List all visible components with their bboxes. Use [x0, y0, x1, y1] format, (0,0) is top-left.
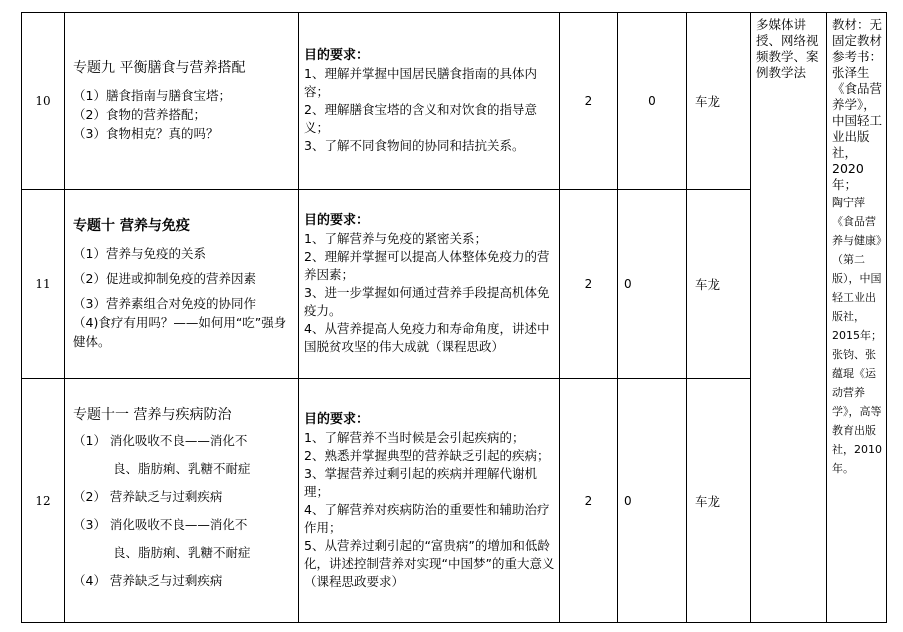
- topic-title: 专题十一 营养与疾病防治: [73, 407, 232, 423]
- topic-item: （3）营养素组合对免疫的协同作: [73, 296, 256, 311]
- requirement-item: 3、掌握营养过剩引起的疾病并理解代谢机理；: [304, 465, 537, 499]
- topic-item: 良、脂肪痢、乳糖不耐症: [113, 461, 251, 476]
- requirements-heading: 目的要求：: [304, 213, 370, 228]
- topic-item: （1） 消化吸收不良——消化不: [73, 433, 248, 448]
- syllabus-table: [21, 12, 887, 623]
- requirement-item: 3、进一步掌握如何通过营养手段提高机体免疫力。: [304, 285, 550, 318]
- teacher: 车龙: [687, 379, 751, 623]
- teacher: 车龙: [687, 13, 751, 190]
- teacher: 车龙: [687, 190, 751, 379]
- requirements-heading: 目的要求：: [304, 48, 370, 63]
- requirement-item: 2、理解膳食宝塔的含义和对饮食的指导意义；: [304, 102, 537, 135]
- requirement-item: 1、了解营养不当时候是会引起疾病的；: [304, 429, 525, 445]
- row-number: 11: [22, 190, 65, 379]
- table-row: [22, 13, 887, 190]
- row-number: 12: [22, 379, 65, 623]
- topic-item: （2） 营养缺乏与过剩疾病: [73, 489, 223, 504]
- requirement-item: 1、理解并掌握中国居民膳食指南的具体内容；: [304, 66, 537, 99]
- requirement-item: 2、熟悉并掌握典型的营养缺乏引起的疾病；: [304, 447, 550, 463]
- practice-hours: 0: [618, 379, 687, 623]
- lecture-hours: 2: [560, 13, 618, 190]
- requirements-cell: [299, 379, 560, 623]
- topic-item: （4） 营养缺乏与过剩疾病: [73, 573, 223, 588]
- lecture-hours: 2: [560, 379, 618, 623]
- topic-item: （2）促进或抑制免疫的营养因素: [73, 271, 256, 286]
- topic-item: （4)食疗有用吗？——如何用“吃”强身健体。: [73, 315, 287, 349]
- requirements-cell: [299, 190, 560, 379]
- requirement-item: 1、了解营养与免疫的紧密关系；: [304, 231, 487, 246]
- topic-item: （1）膳食指南与膳食宝塔；: [73, 88, 231, 103]
- requirement-item: 5、从营养过剩引起的“富贵病”的增加和低龄化，讲述控制营养对实现“中国梦”的重大意义（课程思政要求）: [304, 537, 555, 589]
- requirement-item: 4、了解营养对疾病防治的重要性和辅助治疗作用；: [304, 501, 550, 535]
- practice-hours: 0: [618, 190, 687, 379]
- requirement-item: 4、从营养提高人免疫力和寿命角度，讲述中国脱贫攻坚的伟大成就（课程思政）: [304, 321, 550, 354]
- row-number: 10: [22, 13, 65, 190]
- topic-item: （1）营养与免疫的关系: [73, 246, 206, 261]
- topic-title: 专题十 营养与免疫: [73, 218, 190, 234]
- topic-item: （3） 消化吸收不良——消化不: [73, 517, 248, 532]
- requirement-item: 3、了解不同食物间的协同和拮抗关系。: [304, 138, 525, 153]
- topic-item: （2）食物的营养搭配；: [73, 107, 206, 122]
- topic-cell: [65, 379, 299, 623]
- requirements-heading: 目的要求：: [304, 411, 370, 427]
- requirement-item: 2、理解并掌握可以提高人体整体免疫力的营养因素；: [304, 249, 550, 282]
- teaching-method: 多媒体讲授、网络视频教学、案例教学法: [751, 13, 827, 623]
- topic-item: （3）食物相克？真的吗？: [73, 126, 219, 141]
- topic-cell: [65, 190, 299, 379]
- requirements-cell: [299, 13, 560, 190]
- textbook-cell: [827, 13, 887, 623]
- topic-title: 专题九 平衡膳食与营养搭配: [73, 60, 246, 76]
- topic-cell: [65, 13, 299, 190]
- topic-item: 良、脂肪痢、乳糖不耐症: [113, 545, 251, 560]
- lecture-hours: 2: [560, 190, 618, 379]
- textbook-main: 教材：无固定教材参考书：张泽生《食品营养学》，中国轻工业出版社，2020年；: [832, 17, 883, 192]
- textbook-references: 陶宁萍《食品营养与健康》（第二版），中国轻工业出版社，2015年；张钧、张蕴琨《运动营养学》，高等教育出版社，2010年。: [832, 196, 882, 475]
- practice-hours: 0: [618, 13, 687, 190]
